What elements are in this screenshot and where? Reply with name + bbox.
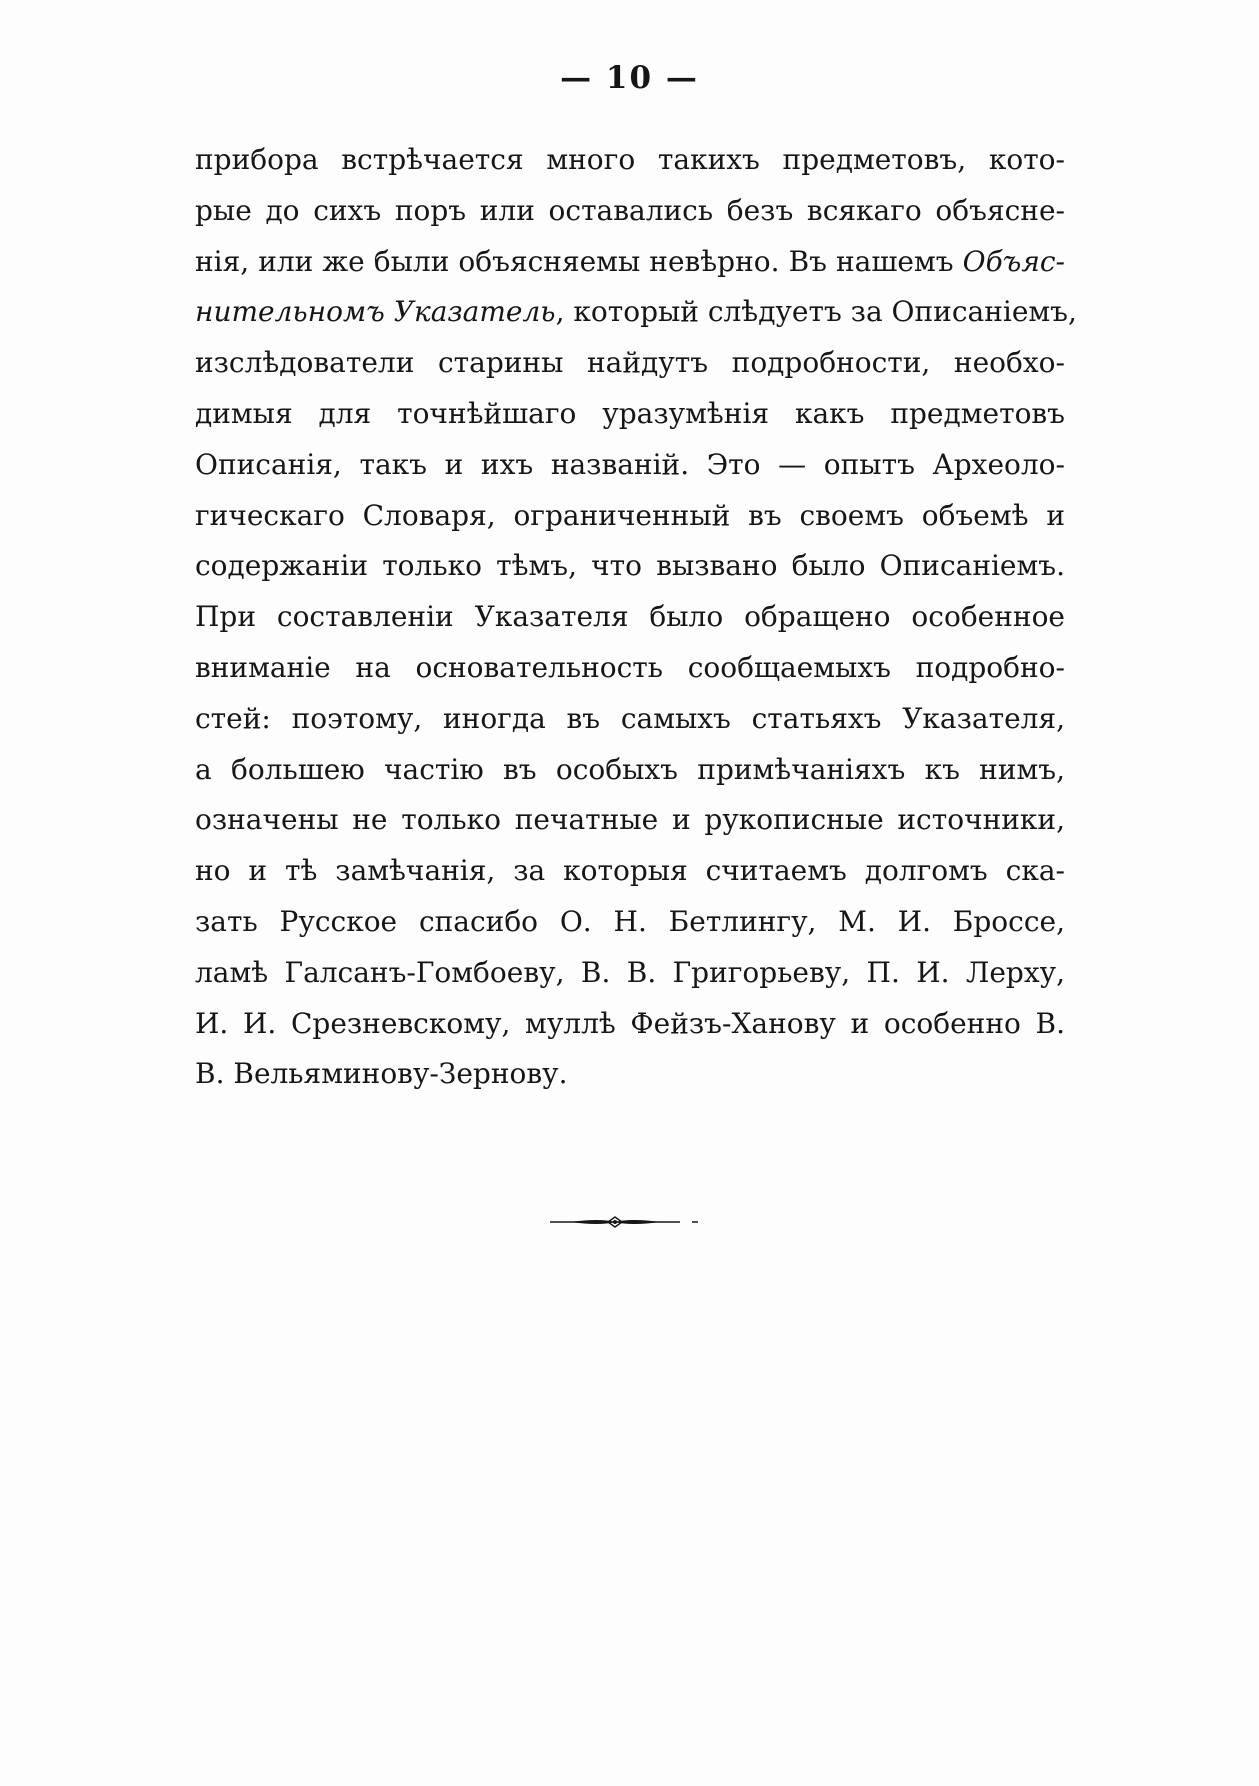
text-line: гическаго Словаря, ограниченный въ своемъ объемѣ и — [195, 498, 1065, 532]
text-line: рые до сихъ поръ или оставались безъ всякаго объясне- — [195, 193, 1065, 227]
text-line: При составленіи Указателя было обращено особенное — [195, 600, 1065, 634]
page-number: — 10 — — [560, 60, 699, 96]
text-line: изслѣдователи старины найдутъ подробности, необхо- — [195, 346, 1065, 380]
text-line — [195, 287, 1077, 338]
text-line: но и тѣ замѣчанія, за которыя считаемъ долгомъ ска- — [195, 854, 1065, 888]
text-line: а большею частію въ особыхъ примѣчаніяхъ къ нимъ, — [195, 752, 1065, 786]
text-line: В. Вельяминову-Зернову. — [195, 1057, 568, 1091]
text-line: содержаніи только тѣмъ, что вызвано было Описаніемъ. — [195, 549, 1065, 583]
body-text — [195, 135, 1077, 1100]
text-line: И. И. Срезневскому, муллѣ Фейзъ-Ханову и особенно В. — [195, 1006, 1065, 1040]
text-line — [195, 237, 1065, 288]
text-line: ламѣ Галсанъ-Гомбоеву, В. В. Григорьеву, П. И. Лерху, — [195, 955, 1065, 989]
text-line: прибора встрѣчается много такихъ предметовъ, кото- — [195, 143, 1065, 176]
text-line: означены не только печатные и рукописные источники, — [195, 803, 1065, 837]
text-run: нія, или же были объясняемы невѣрно. Въ нашемъ — [195, 244, 963, 278]
text-line: Описанія, такъ и ихъ названій. Это — опытъ Археоло- — [195, 447, 1065, 481]
text-line: стей: поэтому, иногда въ самыхъ статьяхъ Указателя, — [195, 701, 1065, 735]
text-run: , который слѣдуетъ за Описаніемъ, — [555, 295, 1077, 329]
text-line: вниманіе на основательность сообщаемыхъ подробно- — [195, 650, 1065, 684]
italic-title-fragment: Объяс- — [962, 244, 1065, 278]
italic-title-fragment: нительномъ Указатель — [195, 295, 556, 329]
text-line: димыя для точнѣйшаго уразумѣнія какъ предметовъ — [195, 396, 1065, 430]
tailpiece-ornament-icon — [550, 1212, 710, 1232]
text-line: зать Русское спасибо О. Н. Бетлингу, М. И. Броссе, — [195, 904, 1065, 938]
